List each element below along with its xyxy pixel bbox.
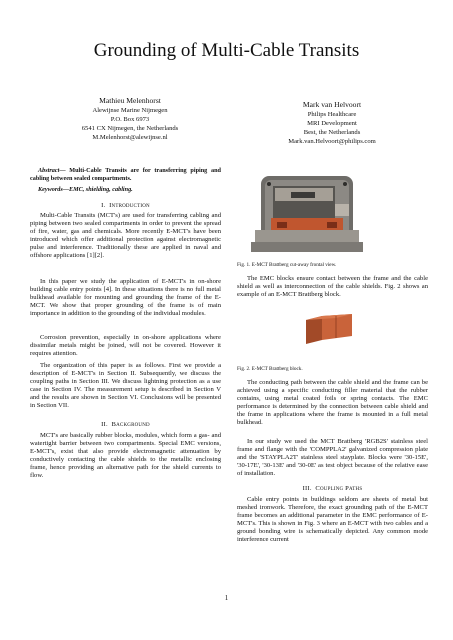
figure-2-emct-block [300,310,358,346]
keywords-label: Keywords [38,186,63,193]
background-paragraph-2: The EMC blocks ensure contact between the frame and the cable shield as well as interconnection of the cable shields. Fig. 2 shows an example of an E-MCT Brattberg block. [237,275,428,299]
abstract [30,167,221,182]
intro-paragraph-1: Multi-Cable Transits (MCT's) are used for transferring cabling and piping between two sealed compartments in order to prevent the spread of fire, water, gas and chemicals. More recently E-MCT's have been introduced which offer additional protection against electromagnetic pulse and interference. Traditionally these are applied in naval and offshore applications [1][2]. [30,212,221,260]
background-paragraph-1: MCT's are basically rubber blocks, modules, which form a gas- and watertight barrier between two compartments. Special EMC versions, E-MCT's, exist that also provide electromagnetic attenuation by conductively contacting the cable shields to the metallic enclosing frame, hence providing an alternative path for the shield currents to flow. [30,432,221,480]
author-email: M.Melenhorst@alewijnse.nl [92,134,168,141]
abstract-label: Abstract [38,167,60,174]
section-number: II. [101,421,108,428]
section-number: I. [101,202,106,209]
section-number: III. [302,485,312,492]
author-address: P.O. Box 6973 [110,116,150,123]
section-title: Coupling Paths [315,485,363,492]
author-block-1 [50,96,210,142]
author-address: Best, the Netherlands [303,129,361,136]
abstract-text: — Multi-Cable Transits are for transferring piping and cabling between sealed compartments. [30,167,221,182]
paper-title: Grounding of Multi-Cable Transits [93,40,360,61]
intro-paragraph-4: The organization of this paper is as follows. First we provide a description of E-MCT's in Section II. Subsequently, we discuss the coupling paths in Section III. We discuss lightning protection as a use case in Section IV. The measurement setup is described in Section V and the results are shown in Section VI. Conclusions will be presented in Section VII. [30,362,221,410]
section-heading-coupling-paths [237,485,428,492]
intro-paragraph-2: In this paper we study the application of E-MCT's in on-shore building cable entry points [4]. In these situations there is no full metal bulkhead available for mounting and grounding the frame of the E-MCT. We show that proper grounding of the frame is of main importance in addition to the grounding of the individual modules. [30,278,221,318]
section-title: Introduction [109,202,150,209]
author-affiliation: Alewijnse Marine Nijmegen [92,107,168,114]
section-title: Background [111,421,150,428]
author-address: MRI Development [307,120,357,127]
author-name: Mark van Helvoort [302,100,362,109]
author-email: Mark.van.Helvoort@philips.com [288,138,376,145]
author-block-2 [252,100,412,146]
keywords [38,186,221,194]
page-number: 1 [224,594,229,602]
section-heading-introduction [30,202,221,209]
figure-1-caption: Fig. 1. E-MCT Brattberg cut-away frontal view. [237,262,337,268]
author-address: 6541 CX Nijmegen, the Netherlands [81,125,179,132]
background-paragraph-3: The conducting path between the cable shield and the frame can be achieved using a specific conducting filler material that the rubber contains, using metal coated foils or spring contacts. The EMC performance is determined by the connection between cable shield and the frame in applications where the frame is mounted in a full metal bulkhead. [237,379,428,427]
figure-1-emct-frame [251,170,363,260]
author-name: Mathieu Melenhorst [99,96,161,105]
coupling-paragraph-1: Cable entry points in buildings seldom are sheets of metal but meshed ironwork. Therefore, the exact grounding path of the E-MCT frame becomes an additional parameter in the EMC performance of E-MCT's. This is shown in Fig. 3 where an E-MCT with two cables and a ground bonding wire is schematically depicted. Any common mode interference current [237,496,428,544]
section-heading-background [30,421,221,428]
author-affiliation: Philips Healthcare [307,111,357,118]
intro-paragraph-3: Corrosion prevention, especially in on-shore applications where dissimilar metals might be joined, will not be covered. However it requires attention. [30,334,221,358]
figure-2-caption: Fig. 2. E-MCT Brattberg block. [237,366,303,372]
keywords-text: —EMC, shielding, cabling. [62,186,133,193]
background-paragraph-4: In our study we used the MCT Brattberg 'RGB2S' stainless steel frame and flange with the 'COMPPLA2' galvanized compression plate and the 'STAYPLA2T' stainless steel stayplate. Blocks were '30-15E', '30-17E', '30-13E' and '30-0E' as test object because of the relative ease of installation. [237,438,428,478]
